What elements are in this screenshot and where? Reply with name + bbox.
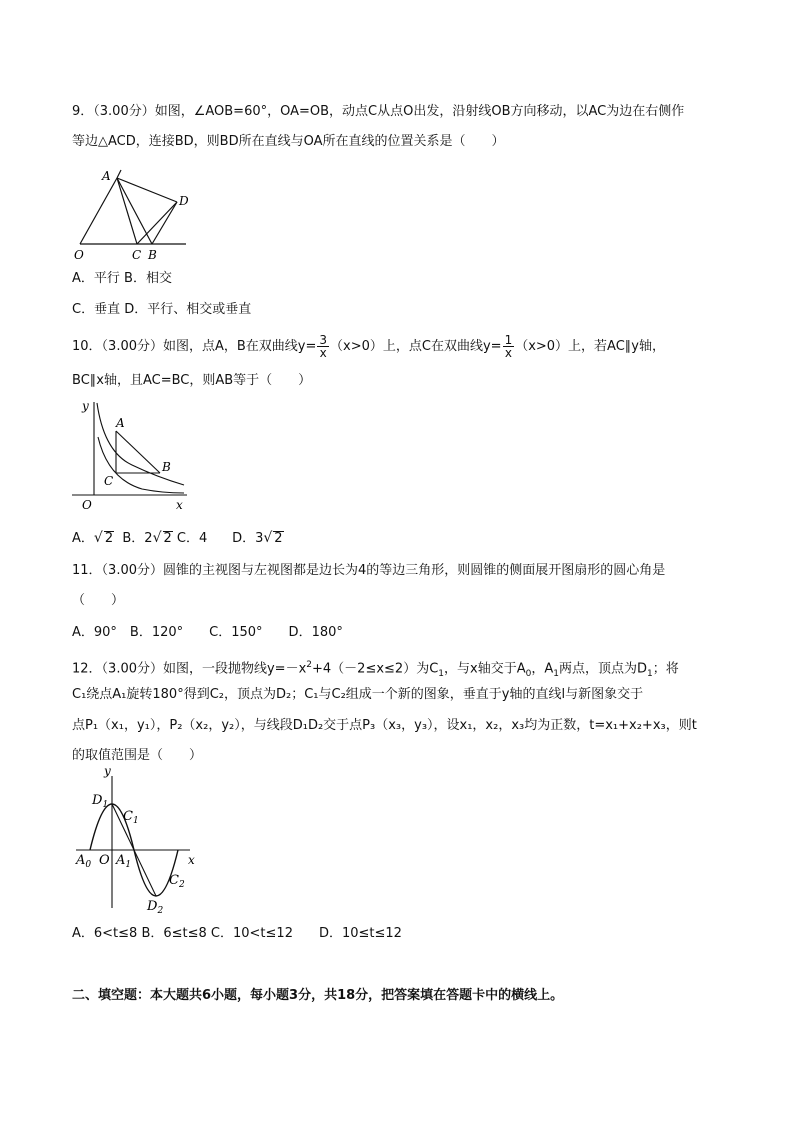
q10-frac2-num: 1 (504, 333, 513, 347)
q9-label-b: B (148, 248, 157, 262)
q9-text-line1: 9．（3.00分）如图，∠AOB=60°，OA=OB，动点C从点O出发，沿射线OB方向移动，以AC为边在右侧作 (72, 104, 685, 119)
q9-line-ad (117, 178, 177, 202)
q12-l1-f: ；将 (652, 661, 679, 677)
q12-label-d2-main: D (147, 899, 158, 914)
q12-text-line1 (72, 656, 679, 683)
q11-text-line2: （ ） (72, 593, 125, 608)
q12-l1-a: 12．（3.00分）如图，一段抛物线y=－x (72, 661, 307, 677)
q10-frac1-num: 3 (319, 333, 328, 347)
q11-text-line1: 11．（3.00分）圆锥的主视图与左视图都是边长为4的等边三角形，则圆锥的侧面展开图扇形的圆心角是 (72, 563, 666, 578)
q12-label-a0-sub: 0 (85, 860, 92, 870)
q12-label-d1-sub: 1 (102, 800, 109, 810)
q10-label-a: A (116, 416, 125, 430)
q9-label-o: O (74, 248, 84, 262)
q10-text-line2: BC∥x轴，且AC=BC，则AB等于（ ） (72, 373, 312, 388)
q12-text-line4: 的取值范围是（ ） (72, 748, 203, 763)
q10-radical-icon: √ (93, 530, 103, 546)
section2-title: 二、填空题：本大题共6小题，每小题3分，共18分，把答案填在答题卡中的横线上。 (72, 988, 564, 1003)
q12-label-a1-sub: 1 (125, 860, 132, 870)
q10-line-ab (116, 431, 160, 473)
q12-label-a0 (75, 853, 91, 870)
q12-label-c1-sub: 1 (132, 816, 139, 826)
q12-label-c2-main: C (169, 873, 179, 888)
q10-radical-icon-b: √ (152, 530, 162, 546)
q12-label-y: y (104, 768, 111, 778)
q12-l1-b: +4（－2≤x≤2）为C (312, 661, 439, 677)
q12-label-c1 (123, 809, 139, 826)
q12-label-x: x (188, 853, 195, 867)
q12-label-d2 (146, 899, 163, 916)
q12-text-line3: 点P₁（x₁，y₁），P₂（x₂，y₂），与线段D₁D₂交于点P₃（x₃，y₃），设x₁，x₂，x₃均为正数，t=x₁+x₂+x₃，则t (72, 718, 697, 733)
q10-frac1-den: x (319, 346, 327, 360)
q11-options: A．90° B．120° C．150° D．180° (72, 625, 343, 640)
q9-figure (72, 160, 202, 266)
q10-opt-b-val: 2 (163, 531, 172, 546)
q10-suffix: （x>0）上，若AC∥y轴， (515, 339, 665, 354)
q12-label-a0-main: A (76, 853, 86, 868)
q10-fraction-2 (503, 334, 515, 359)
q12-label-d1 (91, 793, 108, 810)
q12-l1-sub2: 0 (525, 668, 532, 679)
q9-options-cd: C．垂直 D．平行、相交或垂直 (72, 302, 252, 317)
q10-prefix: 10．（3.00分）如图，点A，B在双曲线y= (72, 339, 317, 354)
q10-radical-icon-d: √ (263, 530, 273, 546)
q10-text-line1 (72, 334, 665, 360)
q12-l1-d: ，A (531, 661, 554, 677)
q10-label-x: x (176, 498, 183, 512)
q9-text-line2: 等边△ACD，连接BD，则BD所在直线与OA所在直线的位置关系是（ ） (72, 134, 505, 149)
q12-label-c1-main: C (123, 809, 133, 824)
q9-line-cd (137, 202, 177, 244)
q10-opt-b: B．2 (122, 531, 153, 546)
q12-l1-e: 两点，顶点为D (558, 661, 647, 677)
q10-label-y: y (82, 399, 89, 413)
q10-opt-d-val: 2 (274, 531, 283, 546)
q12-l1-sub4: 1 (647, 668, 653, 679)
q10-frac2-den: x (504, 346, 512, 360)
q10-mid: （x>0）上，点C在双曲线y= (330, 339, 502, 354)
q10-opt-a-val: 2 (104, 531, 114, 546)
q12-options: A．6<t≤8 B．6≤t≤8 C．10<t≤12 D．10≤t≤12 (72, 926, 402, 941)
q12-l1-sub1: 1 (438, 668, 445, 679)
q10-fraction-1 (317, 334, 329, 359)
q10-figure (72, 397, 197, 515)
q12-label-o: O (99, 853, 110, 868)
q12-text-line2: C₁绕点A₁旋转180°得到C₂，顶点为D₂；C₁与C₂组成一个新的图象，垂直于y轴的直线l与新图象交于 (72, 687, 644, 702)
q10-opt-c: C．4 (176, 531, 208, 546)
q9-label-d: D (179, 194, 189, 208)
q10-label-o: O (82, 498, 92, 512)
q10-opt-a: A． (72, 531, 94, 546)
q10-options (72, 529, 284, 548)
q12-l1-sup: 2 (306, 660, 313, 670)
q10-label-c: C (104, 474, 114, 488)
q10-opt-d: D．3 (232, 531, 264, 546)
q9-line-bd (152, 202, 177, 244)
q12-l1-sub3: 1 (553, 668, 559, 679)
q9-ray-extension (117, 170, 121, 178)
q12-label-a1 (115, 853, 131, 870)
q9-label-c: C (132, 248, 142, 262)
q9-label-a: A (102, 169, 111, 183)
q12-label-d1-main: D (92, 793, 103, 808)
q12-figure (72, 768, 202, 918)
q9-line-oa (80, 178, 117, 244)
q10-label-b: B (162, 460, 171, 474)
q12-label-c2-sub: 2 (178, 880, 185, 890)
q12-l1-c: ，与x轴交于A (444, 661, 526, 677)
q12-label-a1-main: A (116, 853, 126, 868)
q9-options-ab: A．平行 B．相交 (72, 271, 172, 286)
q12-label-c2 (169, 873, 185, 890)
q12-label-d2-sub: 2 (157, 906, 164, 916)
